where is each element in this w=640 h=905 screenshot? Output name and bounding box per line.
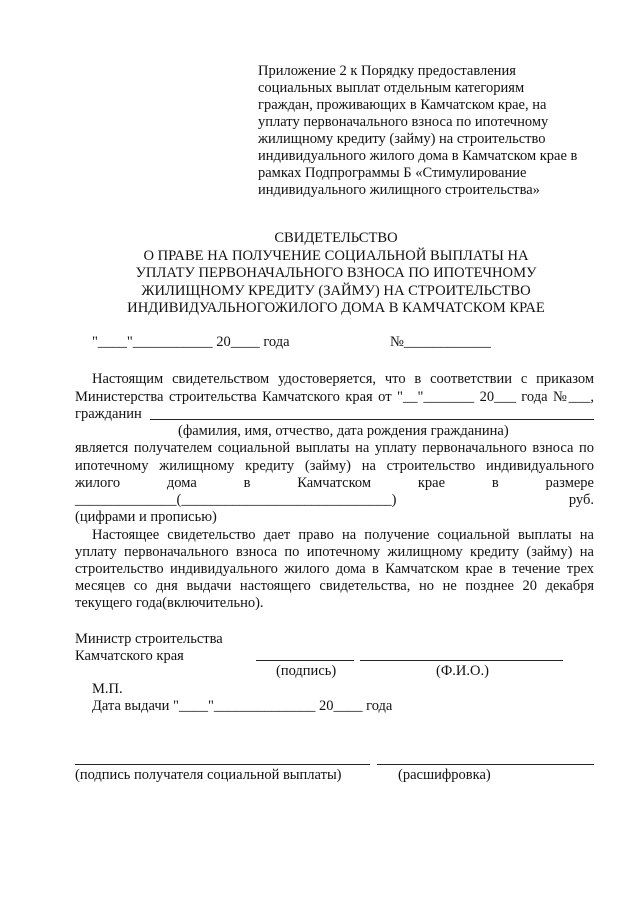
citizen-name-line [150, 419, 594, 420]
appendix-line: социальных выплат отдельным категориям [258, 80, 525, 96]
body-line: уплату первоначального взноса по ипотечному жилищному кредиту (займу) на [75, 544, 594, 560]
title-line: СВИДЕТЕЛЬСТВО [274, 230, 398, 246]
body-line: ипотечному жилищному кредиту (займу) на строительство индивидуального [75, 458, 594, 474]
date-field: "____"___________ 20____ года [92, 334, 290, 350]
issue-date: Дата выдачи "____"______________ 20____ года [92, 698, 393, 714]
appendix-line: индивидуального жилищного строительства» [258, 182, 540, 198]
citizen-caption: (фамилия, имя, отчество, дата рождения гражданина) [178, 423, 509, 439]
amount-line: ______________(_____________________________) руб. [75, 492, 594, 508]
document-title [0, 230, 640, 318]
body-line: жилого дома в Камчатском крае в размере [75, 475, 594, 491]
appendix-line: жилищному кредиту (займу) на строительство [258, 131, 546, 147]
title-line: ИНДИВИДУАЛЬНОГОЖИЛОГО ДОМА В КАМЧАТСКОМ КРАЕ [127, 300, 545, 316]
appendix-line: индивидуального жилого дома в Камчатском крае в [258, 148, 578, 164]
title-line: УПЛАТУ ПЕРВОНАЧАЛЬНОГО ВЗНОСА ПО ИПОТЕЧНОМУ [135, 265, 537, 281]
decode-caption: (расшифровка) [398, 767, 491, 783]
body-line: текущего года(включительно). [75, 595, 264, 611]
name-line [360, 660, 563, 661]
body-line: является получателем социальной выплаты на уплату первоначального взноса по [75, 440, 594, 456]
appendix-line: граждан, проживающих в Камчатском крае, на [258, 97, 547, 113]
body-line: Настоящим свидетельством удостоверяется, что в соответствии с приказом [92, 371, 594, 387]
signer-position: Министр строительства [75, 631, 223, 647]
stamp-place: М.П. [92, 681, 123, 697]
appendix-note [258, 63, 577, 199]
signature-line [256, 660, 354, 661]
appendix-line: Приложение 2 к Порядку предоставления [258, 63, 516, 79]
body-line: месяцев со дня выдачи настоящего свидетельства, но не позднее 20 декабря [75, 578, 594, 594]
recipient-caption: (подпись получателя социальной выплаты) [75, 767, 342, 783]
signature-caption: (подпись) [276, 663, 337, 679]
title-line: ЖИЛИЩНОМУ КРЕДИТУ (ЗАЙМУ) НА СТРОИТЕЛЬСТВО [141, 282, 531, 299]
title-line: О ПРАВЕ НА ПОЛУЧЕНИЕ СОЦИАЛЬНОЙ ВЫПЛАТЫ НА [143, 247, 529, 264]
appendix-line: рамках Подпрограммы Б «Стимулирование [258, 165, 527, 181]
amount-caption: (цифрами и прописью) [75, 509, 217, 525]
decode-line [377, 764, 594, 765]
appendix-line: уплату первоначального взноса по ипотечному [258, 114, 549, 130]
signer-position: Камчатского края [75, 648, 184, 664]
number-field: №____________ [390, 334, 491, 350]
body-line: Настоящее свидетельство дает право на получение социальной выплаты на [92, 527, 594, 543]
citizen-label: гражданин [75, 406, 142, 422]
body-line: Министерства строительства Камчатского края от "__"_______ 20___ года №___, [75, 389, 594, 405]
body-line: строительство индивидуального жилого дома в Камчатском крае в течение трех [75, 561, 594, 577]
name-caption: (Ф.И.О.) [436, 663, 489, 679]
recipient-signature-line [75, 764, 370, 765]
